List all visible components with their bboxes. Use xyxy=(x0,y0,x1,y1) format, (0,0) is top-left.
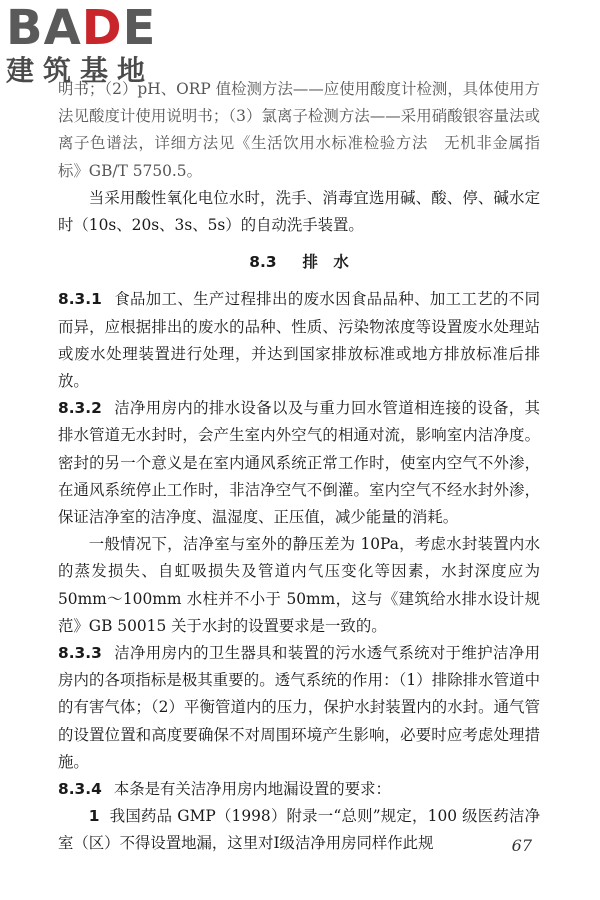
clause-8-3-2-continued: 一般情况下，洁净室与室外的静压差为 10Pa，考虑水封装置内水的蒸发损失、自虹吸损失及管道内气压变化等因素，水封深度应为 50mm～100mm 水柱并不小于 50mm，这与《建筑给水排水设计规范》GB 50015 关于水封的设置要求是一致的。 xyxy=(58,535,540,635)
paragraph-continuation: 明书；（2）pH、ORP 值检测方法——应使用酸度计检测，具体使用方法见酸度计使用说明书；（3）氯离子检测方法——采用硝酸银容量法或离子色谱法，详细方法见《生活饮用水标准检验方法 无机非金属指标》GB/T 5750.5。 xyxy=(58,80,540,180)
item-text: 我国药品 GMP（1998）附录一“总则”规定，100 级医药洁净室（区）不得设置地漏，这里对Ⅰ级洁净用房同样作此规 xyxy=(58,807,540,853)
paragraph-acid-water: 当采用酸性氧化电位水时，洗手、消毒宜选用碱、酸、停、碱水定时（10s、20s、3s、5s）的自动洗手装置。 xyxy=(58,188,540,235)
page-number: 67 xyxy=(511,836,532,855)
clause-8-3-3 xyxy=(58,640,540,776)
list-item xyxy=(58,803,540,857)
clause-8-3-1 xyxy=(58,286,540,395)
section-title-text: 排 水 xyxy=(302,253,349,272)
logo-chinese-text: 建筑基地 xyxy=(6,54,155,87)
clause-number: 8.3.1 xyxy=(58,290,102,309)
section-heading xyxy=(58,249,540,276)
clause-8-3-4 xyxy=(58,776,540,803)
clause-number: 8.3.3 xyxy=(58,644,102,663)
section-number: 8.3 xyxy=(249,253,277,272)
clause-text: 洁净用房内的排水设备以及与重力回水管道相连接的设备，其排水管道无水封时，会产生室内外空气的相通对流，影响室内洁净度。密封的另一个意义是在室内通风系统正常工作时，使室内空气不外渗，在通风系统停止工作时，非洁净空气不倒灌。室内空气不经水封外渗，保证洁净室的洁净度、温湿度、正压值，减少能量的消耗。 xyxy=(58,399,540,527)
page-body xyxy=(58,76,540,858)
clause-number: 8.3.2 xyxy=(58,399,102,418)
item-number: 1 xyxy=(88,807,100,826)
logo-wordmark: BADE xyxy=(6,0,157,56)
clause-number: 8.3.4 xyxy=(58,780,102,799)
clause-text: 食品加工、生产过程排出的废水因食品品种、加工工艺的不同而异，应根据排出的废水的品种、性质、污染物浓度等设置废水处理站或废水处理装置进行处理，并达到国家排放标准或地方排放标准后排放。 xyxy=(58,290,540,391)
clause-text: 本条是有关洁净用房内地漏设置的要求： xyxy=(113,780,391,799)
clause-text: 洁净用房内的卫生器具和装置的污水透气系统对于维护洁净用房内的各项指标是极其重要的。透气系统的作用：（1）排除排水管道中的有害气体；（2）平衡管道内的压力，保护水封装置内的水封。通气管的设置位置和高度要确保不对周围环境产生影响，必要时应考虑处理措施。 xyxy=(58,644,540,771)
clause-8-3-2 xyxy=(58,395,540,531)
logo-accent-letter: D xyxy=(81,0,123,56)
